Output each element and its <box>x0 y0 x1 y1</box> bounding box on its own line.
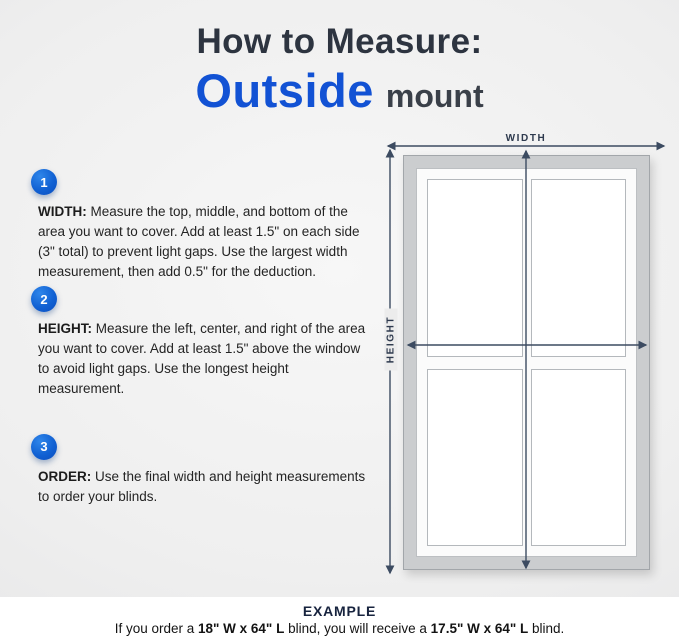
example-order-size: 18" W x 64" L <box>198 621 285 636</box>
title-line1: How to Measure: <box>196 22 483 61</box>
step-1-badge: 1 <box>31 169 57 195</box>
title-rest: mount <box>385 78 484 114</box>
title-line2 <box>0 63 679 118</box>
step-3-body: Use the final width and height measurements to order your blinds. <box>38 468 366 504</box>
steps-list <box>31 169 367 506</box>
example-suffix: blind. <box>528 621 565 636</box>
step-3-label: ORDER: <box>38 468 92 484</box>
example-footer <box>0 597 679 644</box>
step-3-badge: 3 <box>31 434 57 460</box>
step-1-body: Measure the top, middle, and bottom of the area you want to cover. Add at least 1.5" on each side (3" total) to prevent light gaps. Use the largest width measurement, then add 0.5" for the deduction. <box>38 204 360 279</box>
height-dimension-label: HEIGHT <box>385 309 398 371</box>
example-sentence <box>0 621 679 636</box>
width-dimension-label: WIDTH <box>505 133 547 144</box>
example-receive-size: 17.5" W x 64" L <box>430 621 529 636</box>
step-2-body: Measure the left, center, and right of the area you want to cover. Add at least 1.5" above the window to avoid light gaps. Use the longest height measurement. <box>38 321 366 396</box>
title-accent: Outside <box>195 64 374 117</box>
window-diagram <box>380 132 672 580</box>
example-prefix: If you order a <box>114 621 198 636</box>
step-2-label: HEIGHT: <box>38 321 92 337</box>
measurement-arrows <box>380 132 672 580</box>
step-height <box>31 286 367 398</box>
step-width <box>31 169 367 281</box>
step-3-text <box>38 467 367 507</box>
step-2-text <box>38 319 367 398</box>
step-1-text <box>38 202 367 281</box>
page-title <box>0 22 679 118</box>
step-2-badge: 2 <box>31 286 57 312</box>
step-order <box>31 434 367 507</box>
step-1-label: WIDTH: <box>38 204 87 219</box>
example-middle: blind, you will receive a <box>284 621 431 636</box>
example-title: EXAMPLE <box>302 603 377 619</box>
